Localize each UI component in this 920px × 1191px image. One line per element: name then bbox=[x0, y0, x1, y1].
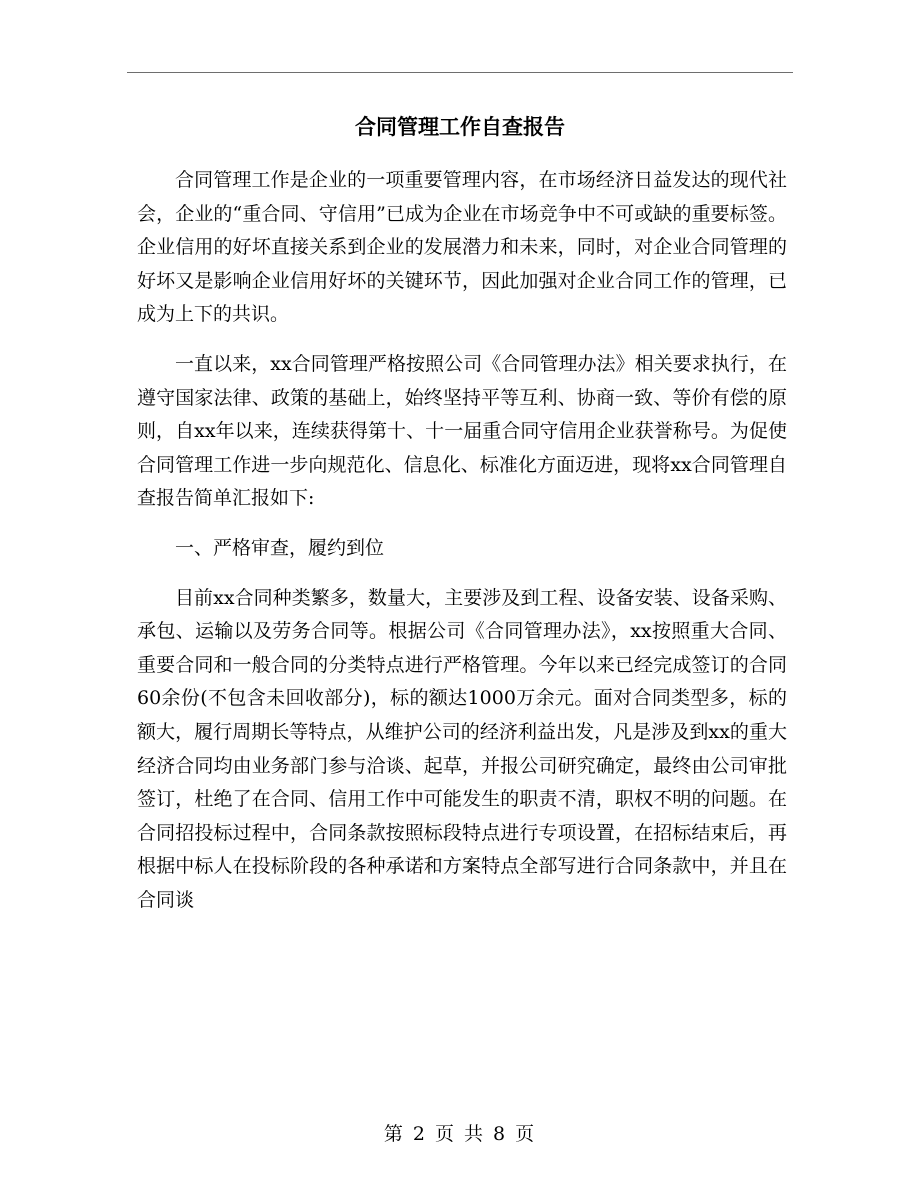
document-title: 合同管理工作自查报告 bbox=[355, 114, 565, 139]
section-heading: 一、严格审查，履约到位 bbox=[175, 536, 385, 559]
section-paragraph: 目前xx合同种类繁多，数量大，主要涉及到工程、设备安装、设备采购、承包、运输以及劳务合同等。根据公司《合同管理办法》，xx按照重大合同、重要合同和一般合同的分类特点进行严格管理。今年以来已经完成签订的合同60余份(不包含未回收部分)，标的额达1000万余元。面对合同类型多，标的额大，履行周期长等特点，从维护公司的经济利益出发，凡是涉及到xx的重大经济合同均由业务部门参与洽谈、起草，并报公司研究确定，最终由公司审批签订，杜绝了在合同、信用工作中可能发生的职责不清，职权不明的问题。在合同招投标过程中，合同条款按照标段特点进行专项设置，在招标结束后，再根据中标人在投标阶段的各种承诺和方案特点全部写进行合同条款中，并且在合同谈 bbox=[137, 586, 787, 911]
page-number: 第 2 页 共 8 页 bbox=[383, 1123, 537, 1145]
body-paragraph-2: 一直以来，xx合同管理严格按照公司《合同管理办法》相关要求执行，在遵守国家法律、政策的基础上，始终坚持平等互利、协商一致、等价有偿的原则，自xx年以来，连续获得第十、十一届重合同守信用企业获誉称号。为促使合同管理工作进一步向规范化、信息化、标准化方面迈进，现将xx合同管理自查报告简单汇报如下: bbox=[137, 352, 787, 510]
header-rule bbox=[127, 72, 793, 73]
body-paragraph-1: 合同管理工作是企业的一项重要管理内容，在市场经济日益发达的现代社会，企业的“重合同、守信用”已成为企业在市场竞争中不可或缺的重要标签。企业信用的好坏直接关系到企业的发展潜力和未来，同时，对企业合同管理的好坏又是影响企业信用好坏的关键环节，因此加强对企业合同工作的管理，已成为上下的共识。 bbox=[137, 169, 787, 326]
document-body bbox=[137, 164, 787, 917]
